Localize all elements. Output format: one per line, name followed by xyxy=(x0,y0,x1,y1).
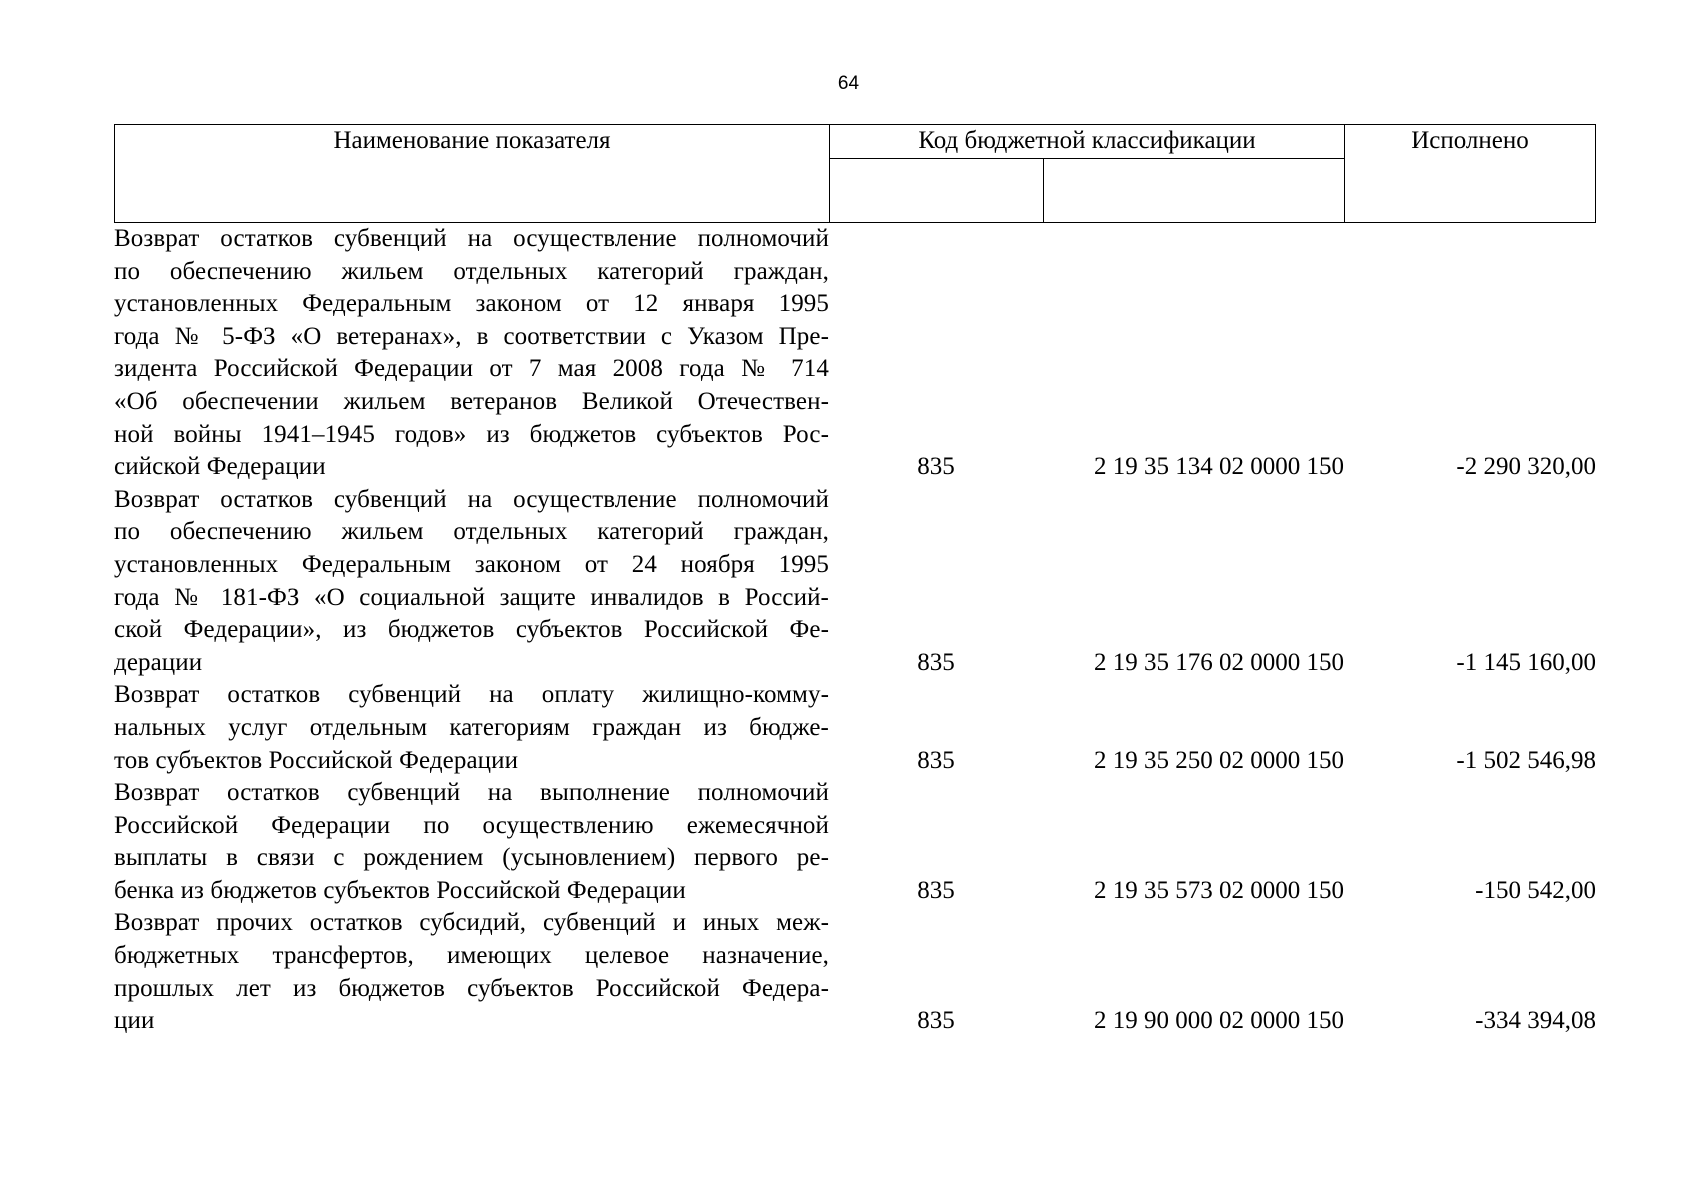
table-row xyxy=(114,777,1596,907)
row-name-line: сийской Федерации xyxy=(114,453,326,481)
header-admin-subcolumn xyxy=(830,158,1044,222)
row-classification-code: 2 19 35 176 02 0000 150 xyxy=(1094,648,1344,676)
row-amount: -150 542,00 xyxy=(1475,876,1596,904)
row-amount: -334 394,08 xyxy=(1475,1007,1596,1035)
table-row xyxy=(114,223,1596,484)
row-amount: -2 290 320,00 xyxy=(1456,453,1596,481)
header-exec-label: Исполнено xyxy=(1411,127,1529,154)
row-name xyxy=(114,907,829,1037)
row-name xyxy=(114,679,829,777)
header-name-label: Наименование показателя xyxy=(333,127,611,154)
table-body xyxy=(114,223,1596,1038)
row-classification-code: 2 19 35 573 02 0000 150 xyxy=(1094,876,1344,904)
table-header xyxy=(114,124,1596,223)
row-name-line: Возврат остатков субвенций на оплату жилищно-комму- xyxy=(114,681,829,709)
row-admin-code: 835 xyxy=(917,1007,955,1035)
row-name-line: нальных услуг отдельным категориям граждан из бюдже- xyxy=(114,713,829,741)
header-name-column xyxy=(115,125,830,222)
table-row xyxy=(114,484,1596,680)
row-name xyxy=(114,484,829,680)
row-classification-code: 2 19 35 134 02 0000 150 xyxy=(1094,453,1344,481)
row-name-line: зидента Российской Федерации от 7 мая 2008 года № 714 xyxy=(114,355,829,383)
row-name-line: ции xyxy=(114,1007,155,1035)
row-classification-code: 2 19 35 250 02 0000 150 xyxy=(1094,746,1344,774)
row-name-line: дерации xyxy=(114,648,203,676)
row-name xyxy=(114,777,829,907)
row-name-line: «Об обеспечении жильем ветеранов Великой Отечествен- xyxy=(114,387,829,415)
row-admin-code: 835 xyxy=(917,746,955,774)
header-code-column xyxy=(830,125,1345,222)
row-name-line: Возврат остатков субвенций на осуществление полномочий xyxy=(114,225,829,252)
row-admin-code: 835 xyxy=(917,453,955,481)
row-name-line: бенка из бюджетов субъектов Российской Федерации xyxy=(114,876,686,904)
row-amount: -1 502 546,98 xyxy=(1456,746,1596,774)
row-name-line: выплаты в связи с рождением (усыновлением) первого ре- xyxy=(114,844,829,872)
row-classification-code: 2 19 90 000 02 0000 150 xyxy=(1094,1007,1344,1035)
row-amount: -1 145 160,00 xyxy=(1456,648,1596,676)
row-name-line: установленных Федеральным законом от 24 ноября 1995 xyxy=(114,550,829,578)
row-name xyxy=(114,223,829,484)
header-exec-column xyxy=(1345,125,1595,222)
row-name-line: тов субъектов Российской Федерации xyxy=(114,746,519,774)
row-name-line: года № 181-ФЗ «О социальной защите инвалидов в Россий- xyxy=(114,583,829,611)
table-row xyxy=(114,907,1596,1037)
row-name-line: прошлых лет из бюджетов субъектов Российской Федера- xyxy=(114,974,829,1002)
row-name-line: по обеспечению жильем отдельных категорий граждан, xyxy=(114,518,829,546)
row-name-line: по обеспечению жильем отдельных категорий граждан, xyxy=(114,257,829,285)
page-number: 64 xyxy=(837,73,860,94)
row-name-line: Возврат остатков субвенций на осуществление полномочий xyxy=(114,485,829,513)
row-name-line: Возврат прочих остатков субсидий, субвенций и иных меж- xyxy=(114,909,829,937)
row-name-line: Российской Федерации по осуществлению ежемесячной xyxy=(114,811,829,839)
row-name-line: ской Федерации», из бюджетов субъектов Российской Фе- xyxy=(114,616,829,644)
row-name-line: установленных Федеральным законом от 12 января 1995 xyxy=(114,290,829,318)
row-name-line: года № 5-ФЗ «О ветеранах», в соответствии с Указом Пре- xyxy=(114,322,829,350)
row-admin-code: 835 xyxy=(917,876,955,904)
row-name-line: Возврат остатков субвенций на выполнение полномочий xyxy=(114,779,829,807)
header-code-label: Код бюджетной классификации xyxy=(918,127,1256,154)
table-row xyxy=(114,679,1596,777)
row-admin-code: 835 xyxy=(917,648,955,676)
row-name-line: бюджетных трансфертов, имеющих целевое назначение, xyxy=(114,942,829,970)
row-name-line: ной войны 1941–1945 годов» из бюджетов субъектов Рос- xyxy=(114,420,829,448)
